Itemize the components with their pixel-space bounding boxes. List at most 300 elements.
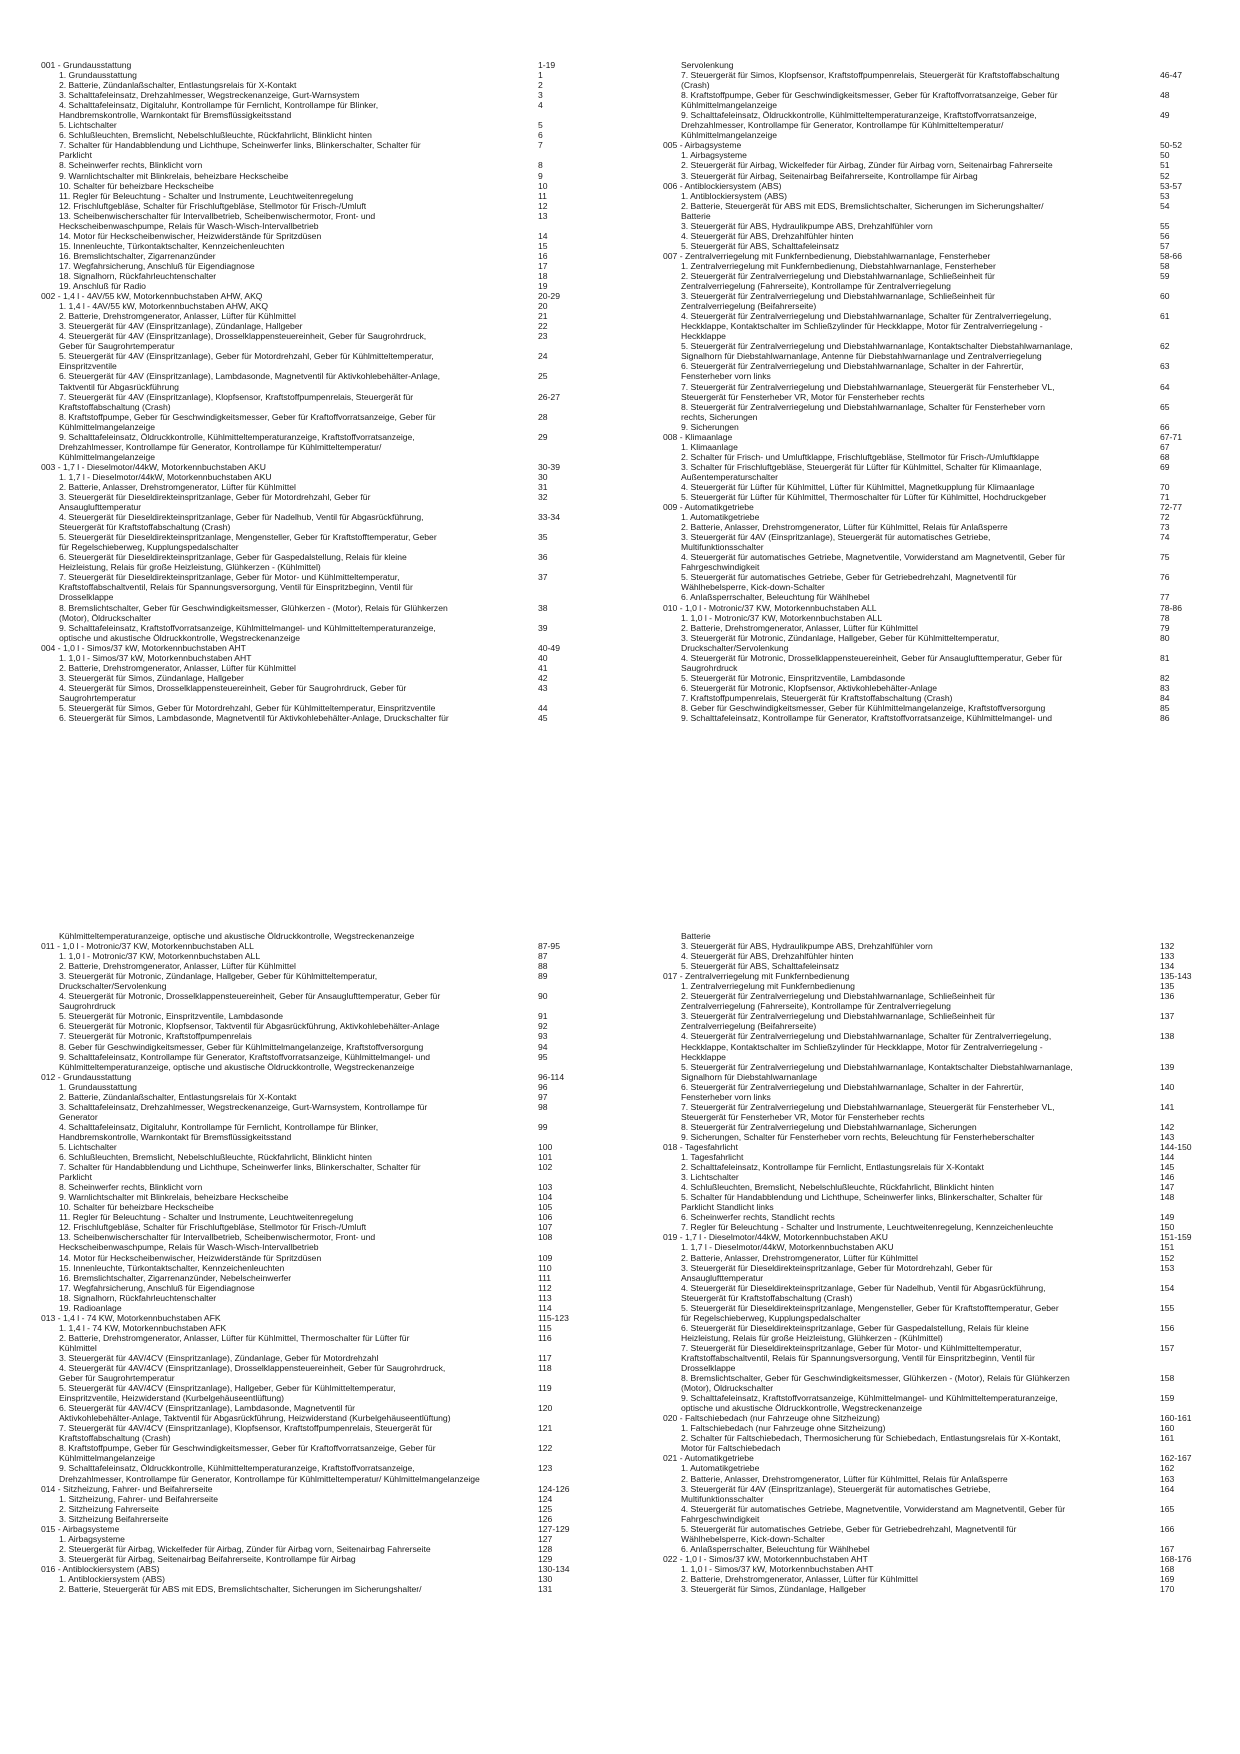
toc-entry-title: 8. Bremslichtschalter, Geber für Geschwindigkeitsmesser, Glühkerzen - (Motor), Relais für Glühkerzen — [681, 1373, 1070, 1384]
toc-entry-title: 12. Frischluftgebläse, Schalter für Frischluftgebläse, Stellmotor für Frisch-/Umluft — [59, 1222, 367, 1233]
toc-entry-title: 2. Batterie, Drehstromgenerator, Anlasser, Lüfter für Kühlmittel, Thermoschalter für Lüfter für — [59, 1332, 410, 1343]
toc-entry — [41, 582, 581, 592]
toc-page-number: 73 — [1160, 522, 1170, 533]
toc-entry-title: 5. Steuergerät für ABS, Schalttafeleinsatz — [681, 240, 840, 251]
toc-entry — [663, 663, 1203, 673]
toc-page-number — [538, 221, 581, 231]
toc-entry — [41, 1323, 581, 1333]
toc-entry-title: Fensterheber vorn links — [681, 1091, 771, 1102]
toc-entry-title: 3. Steuergerät für 4AV (Einspritzanlage), Steuergerät für automatisches Getriebe, — [681, 532, 991, 543]
toc-entry-title: 7. Steuergerät für Dieseldirekteinspritzanlage, Geber für Motor- und Kühlmitteltemperatur, — [59, 572, 400, 583]
toc-entry — [663, 221, 1203, 231]
toc-section-heading — [41, 291, 581, 301]
toc-entry — [41, 452, 581, 462]
toc-page-number: 169 — [1160, 1574, 1175, 1584]
toc-entry-title: 4. Schalttafeleinsatz, Digitaluhr, Kontrollampe für Fernlicht, Kontrollampe für Blinker, — [59, 1121, 379, 1132]
toc-entry — [41, 1353, 581, 1363]
toc-page-number: 94 — [538, 1041, 548, 1052]
toc-page-number — [538, 1001, 581, 1011]
toc-entry-title: 5. Steuergerät für ABS, Schalttafeleinsatz — [681, 961, 840, 972]
toc-page-number — [1160, 100, 1203, 110]
toc-section-heading — [41, 643, 581, 653]
toc-entry — [41, 70, 581, 80]
toc-entry-title: Saugrohrdruck — [681, 662, 738, 673]
toc-entry-title: 3. Steuergerät für 4AV/4CV (Einspritzanlage), Zündanlage, Geber für Motordrehzahl — [59, 1352, 379, 1363]
toc-page-number: 67-71 — [1160, 431, 1182, 442]
toc-entry — [41, 663, 581, 673]
toc-entry-title: Kühlmittelmangelanzeige — [681, 130, 778, 141]
toc-entry-title: 8. Kraftstoffpumpe, Geber für Geschwindigkeitsmesser, Geber für Kraftoffvorratsanzeige, Geber für — [59, 411, 436, 422]
toc-entry-title: 5. Schalter für Handabblendung und Lichthupe, Scheinwerfer links, Blinkerschalter, Schalter für — [681, 1192, 1043, 1203]
toc-page-number: 168 — [1160, 1563, 1175, 1574]
toc-entry — [41, 1373, 581, 1383]
toc-page-number: 160-161 — [1160, 1413, 1192, 1424]
toc-page-number: 63 — [1160, 361, 1170, 372]
toc-entry — [663, 442, 1203, 452]
toc-page-number: 75 — [1160, 552, 1170, 563]
toc-entry — [41, 1222, 581, 1232]
toc-entry — [663, 231, 1203, 241]
toc-entry-title: Heckklappe, Kontaktschalter im Schließzylinder für Heckklappe, Motor für Zentralverriegelung - — [681, 1041, 1043, 1052]
toc-page-number: 155 — [1160, 1302, 1175, 1313]
toc-page-number: 59 — [1160, 270, 1170, 281]
toc-entry — [663, 492, 1203, 502]
toc-entry-title: 1. 1,0 l - Motronic/37 KW, Motorkennbuchstaben ALL — [59, 951, 261, 962]
toc-entry — [663, 623, 1203, 633]
toc-entry-title: Zentralverriegelung (Fahrerseite), Kontrollampe für Zentralverriegelung — [681, 1001, 951, 1012]
toc-entry-title: 014 - Sitzheizung, Fahrer- und Beifahrerseite — [41, 1483, 213, 1494]
toc-entry-title: 018 - Tagesfahrlicht — [663, 1141, 738, 1152]
toc-page-number — [1160, 931, 1203, 941]
toc-page-number: 103 — [538, 1182, 553, 1193]
toc-page-number: 30 — [538, 471, 548, 482]
toc-entry — [41, 1162, 581, 1172]
toc-section-heading — [41, 1313, 581, 1323]
toc-entry-title: 2. Steuergerät für Zentralverriegelung und Diebstahlwarnanlage, Schließeinheit für — [681, 991, 995, 1002]
toc-page-number: 66 — [1160, 421, 1170, 432]
toc-page-number: 84 — [1160, 692, 1170, 703]
toc-entry-title: 6. Steuergerät für Motronic, Klopfsensor, Aktivkohlebehälter-Anlage — [681, 682, 938, 693]
toc-entry — [663, 351, 1203, 361]
toc-entry-title: 2. Steuergerät für Airbag, Wickelfeder für Airbag, Zünder für Airbag vorn, Seitenairbag Fahrerseite — [59, 1543, 431, 1554]
toc-entry-title: optische und akustische Öldruckkontrolle, Wegstreckenanzeige — [59, 632, 301, 643]
toc-entry — [663, 1283, 1203, 1293]
toc-page-number: 65 — [1160, 401, 1170, 412]
toc-entry-title: 6. Steuergerät für Dieseldirekteinspritzanlage, Geber für Gaspedalstellung, Relais für kleine — [59, 552, 407, 563]
toc-entry — [41, 281, 581, 291]
toc-page-number: 37 — [538, 572, 548, 583]
toc-page-number: 146 — [1160, 1172, 1175, 1183]
toc-page-number: 111 — [538, 1272, 552, 1283]
toc-entry — [41, 971, 581, 981]
toc-page-number: 163 — [1160, 1473, 1175, 1484]
toc-entry — [41, 1202, 581, 1212]
toc-entry — [41, 1443, 581, 1453]
toc-page-number: 117 — [538, 1352, 552, 1363]
toc-entry-title: 8. Scheinwerfer rechts, Blinklicht vorn — [59, 1182, 203, 1193]
toc-entry-title: Wählhebelsperre, Kick-down-Schalter — [681, 1533, 825, 1544]
toc-entry — [663, 402, 1203, 412]
toc-entry-title: 14. Motor für Heckscheibenwischer, Heizwiderstände für Spritzdüsen — [59, 230, 322, 241]
toc-entry — [41, 1554, 581, 1564]
toc-entry-title: 010 - 1,0 l - Motronic/37 KW, Motorkennbuchstaben ALL — [663, 602, 877, 613]
toc-page-number — [538, 452, 581, 462]
toc-entry — [663, 1112, 1203, 1122]
toc-entry-title: 5. Steuergerät für automatisches Getriebe, Geber für Getriebedrehzahl, Magnetventil für — [681, 1523, 1017, 1534]
toc-page-number: 131 — [538, 1584, 553, 1595]
toc-page-number: 91 — [538, 1011, 548, 1022]
toc-entry — [41, 683, 581, 693]
toc-entry-title: 2. Batterie, Anlasser, Drehstromgenerator, Lüfter für Kühlmittel — [681, 1252, 918, 1263]
toc-entry-title: Heckscheibenwaschpumpe, Relais für Wasch-Wisch-Intervallbetrieb — [59, 1242, 319, 1253]
toc-entry — [663, 961, 1203, 971]
toc-page-number: 124 — [538, 1493, 553, 1504]
toc-entry — [41, 392, 581, 402]
toc-entry-title: 9. Schalttafeleinsatz, Kontrollampe für Generator, Kraftstoffvorratsanzeige, Kühlmittelmangel- und — [681, 713, 1052, 724]
toc-entry-title: Kühlmittelmangelanzeige — [59, 1453, 156, 1464]
toc-entry-title: 4. Steuergerät für Simos, Drosselklappensteuereinheit, Geber für Saugrohrdruck, Geber für — [59, 682, 407, 693]
toc-entry-title: 1. Antiblockiersystem (ABS) — [681, 190, 788, 201]
toc-entry-title: 13. Scheibenwischerschalter für Intervallbetrieb, Scheibenwischermotor, Front- und — [59, 1232, 376, 1243]
toc-entry — [663, 1082, 1203, 1092]
toc-entry-title: Ansauglufttemperatur — [681, 1272, 764, 1283]
toc-entry — [41, 171, 581, 181]
toc-entry-title: 9. Schalttafeleinsatz, Kraftstoffvorratsanzeige, Kühlmittelmangel- und Kühlmitteltemperaturanzeige, — [681, 1393, 1058, 1404]
toc-entry-title: 8. Steuergerät für Zentralverriegelung und Diebstahlwarnanlage, Schalter für Fensterheber vorn — [681, 401, 1046, 412]
toc-entry-title: 4. Steuergerät für Motronic, Drosselklappensteuereinheit, Geber für Ansauglufttemperatur, Geber für — [59, 991, 441, 1002]
toc-page-number — [1160, 130, 1203, 140]
toc-entry-title: 1. 1,7 l - Dieselmotor/44kW, Motorkennbuchstaben AKU — [59, 471, 272, 482]
toc-entry — [41, 1232, 581, 1242]
toc-entry — [41, 1122, 581, 1132]
toc-entry — [663, 1534, 1203, 1544]
toc-page-number — [538, 1373, 581, 1383]
toc-entry — [41, 1273, 581, 1283]
toc-entry-title: 2. Batterie, Steuergerät für ABS mit EDS, Bremslichtschalter, Sicherungen im Sicherungshalter/ — [59, 1584, 422, 1595]
toc-entry — [41, 130, 581, 140]
toc-page-number — [1160, 1001, 1203, 1011]
toc-entry-title: Taktventil für Abgasrückführung — [59, 381, 179, 392]
toc-page-number — [1160, 1293, 1203, 1303]
toc-page-number — [538, 361, 581, 371]
toc-entry — [41, 432, 581, 442]
toc-entry — [663, 1222, 1203, 1232]
toc-page-number: 162-167 — [1160, 1453, 1192, 1464]
toc-page-number: 121 — [538, 1423, 553, 1434]
toc-entry — [663, 160, 1203, 170]
toc-entry-title: 19. Anschluß für Radio — [59, 281, 146, 292]
toc-entry-title: 8. Geber für Geschwindigkeitsmesser, Geber für Kühlmittelmangelanzeige, Kraftstoffversorgung — [59, 1041, 424, 1052]
toc-page-number: 106 — [538, 1212, 553, 1223]
toc-entry — [663, 120, 1203, 130]
toc-entry — [41, 1544, 581, 1554]
toc-page-number: 166 — [1160, 1523, 1175, 1534]
toc-entry — [41, 231, 581, 241]
toc-page-number — [1160, 1072, 1203, 1082]
toc-entry-title: Saugrohrdruck — [59, 1001, 116, 1012]
toc-entry-title: 2. Steuergerät für Airbag, Wickelfeder für Airbag, Zünder für Airbag vorn, Seitenairbag Fahrerseite — [681, 160, 1053, 171]
toc-entry-title: Zentralverriegelung (Beifahrerseite) — [681, 301, 817, 312]
toc-entry-title: 15. Innenleuchte, Türkontaktschalter, Kennzeichenleuchten — [59, 1262, 285, 1273]
toc-entry-title: Fahrgeschwindigkeit — [681, 1513, 760, 1524]
toc-page-number: 64 — [1160, 381, 1170, 392]
toc-entry-title: für Regelschieberweg, Kupplungspedalschalter — [59, 542, 239, 553]
toc-entry — [41, 1212, 581, 1222]
toc-page-number: 96 — [538, 1081, 548, 1092]
toc-page-number: 105 — [538, 1202, 553, 1213]
toc-entry — [41, 981, 581, 991]
toc-entry-title: Generator — [59, 1111, 98, 1122]
toc-entry — [663, 562, 1203, 572]
toc-page-number: 7 — [538, 140, 543, 151]
toc-page-number — [538, 1132, 581, 1142]
toc-entry-title: 2. Batterie, Drehstromgenerator, Anlasser, Lüfter für Kühlmittel — [59, 311, 296, 322]
toc-page-number: 53 — [1160, 190, 1170, 201]
toc-page-number — [1160, 1313, 1203, 1323]
toc-entry — [41, 951, 581, 961]
toc-page-number — [538, 402, 581, 412]
toc-entry — [663, 1172, 1203, 1182]
toc-page-number: 132 — [1160, 941, 1175, 952]
toc-page-number: 114 — [538, 1302, 552, 1313]
toc-entry-title: 7. Steuergerät für 4AV/4CV (Einspritzanlage), Klopfsensor, Kraftstoffpumpenrelais, Steuergerät für — [59, 1423, 433, 1434]
toc-entry — [41, 301, 581, 311]
toc-entry — [41, 1293, 581, 1303]
toc-page-number — [538, 1433, 581, 1443]
toc-entry-title: 5. Steuergerät für Zentralverriegelung und Diebstahlwarnanlage, Kontaktschalter Diebstahlwarnanlage, — [681, 1061, 1073, 1072]
toc-page-number: 164 — [1160, 1483, 1175, 1494]
toc-entry-title: 16. Bremslichtschalter, Zigarrenanzünder, Nebelscheinwerfer — [59, 1272, 292, 1283]
toc-entry-title: 17. Wegfahrsicherung, Anschluß für Eigendiagnose — [59, 1282, 255, 1293]
toc-entry — [41, 1172, 581, 1182]
toc-section-heading — [41, 1564, 581, 1574]
toc-page-number: 15 — [538, 240, 548, 251]
toc-page-number — [538, 582, 581, 592]
toc-page-number: 99 — [538, 1121, 548, 1132]
toc-entry-title: 6. Steuergerät für Zentralverriegelung und Diebstahlwarnanlage, Schalter in der Fahrertür, — [681, 1081, 1024, 1092]
toc-entry-title: 4. Steuergerät für ABS, Drehzahlfühler hinten — [681, 951, 854, 962]
toc-entry-title: 1. Grundausstattung — [59, 1081, 137, 1092]
toc-page-number: 90 — [538, 991, 548, 1002]
toc-entry-title: Heckscheibenwaschpumpe, Relais für Wasch-Wisch-Intervallbetrieb — [59, 220, 319, 231]
toc-entry-title: (Crash) — [681, 80, 710, 91]
toc-entry-title: 8. Kraftstoffpumpe, Geber für Geschwindigkeitsmesser, Geber für Kraftoffvorratsanzeige, Geber für — [681, 90, 1058, 101]
toc-entry — [663, 382, 1203, 392]
toc-entry-title: 4. Steuergerät für ABS, Drehzahlfühler hinten — [681, 230, 854, 241]
toc-entry-title: Kraftstoffabschaltventil, Relais für Spannungsversorgung, Ventil für Einspritzbeginn, Ventil für — [59, 582, 413, 593]
toc-page-number — [1160, 1202, 1203, 1212]
toc-entry-title: 6. Schlußleuchten, Bremslicht, Nebelschlußleuchte, Rückfahrlicht, Blinklicht hinten — [59, 1152, 372, 1163]
toc-page-number: 5 — [538, 120, 543, 131]
toc-page-number: 39 — [538, 622, 548, 633]
toc-page-number: 36 — [538, 552, 548, 563]
toc-page-number: 67 — [1160, 441, 1170, 452]
toc-page-number: 162 — [1160, 1463, 1175, 1474]
toc-page-number — [538, 1242, 581, 1252]
toc-entry-title: 9. Warnlichtschalter mit Blinkrelais, beheizbare Heckscheibe — [59, 1192, 289, 1203]
toc-entry — [41, 492, 581, 502]
toc-entry-title: 8. Steuergerät für Zentralverriegelung und Diebstahlwarnanlage, Sicherungen — [681, 1121, 977, 1132]
toc-entry-title: 6. Scheinwerfer rechts, Standlicht rechts — [681, 1212, 835, 1223]
toc-page-number: 21 — [538, 311, 548, 322]
toc-entry-title: 8. Bremslichtschalter, Geber für Geschwindigkeitsmesser, Glühkerzen - (Motor), Relais für Glühkerzen — [59, 602, 448, 613]
toc-page-number: 150 — [1160, 1222, 1175, 1233]
toc-entry — [663, 931, 1203, 941]
toc-entry — [41, 592, 581, 602]
toc-entry — [41, 1363, 581, 1373]
toc-entry — [663, 1383, 1203, 1393]
toc-entry — [663, 991, 1203, 1001]
toc-entry-title: 001 - Grundausstattung — [41, 60, 132, 70]
toc-page-number: 108 — [538, 1232, 553, 1243]
toc-page-number — [1160, 80, 1203, 90]
toc-section-heading — [41, 941, 581, 951]
toc-entry-title: 16. Bremslichtschalter, Zigarrenanzünder — [59, 250, 216, 261]
toc-entry — [663, 261, 1203, 271]
toc-page-number: 45 — [538, 713, 548, 724]
toc-entry — [663, 653, 1203, 663]
toc-page-number: 72 — [1160, 512, 1170, 523]
toc-entry — [663, 191, 1203, 201]
toc-entry-title: 005 - Airbagsysteme — [663, 140, 742, 151]
toc-entry-title: (Motor), Öldruckschalter — [59, 612, 152, 623]
toc-entry-title: Signalhorn für Diebstahlwarnanlage — [681, 1071, 818, 1082]
toc-page-number: 80 — [1160, 632, 1170, 643]
toc-entry-title: Steuergerät für Kraftstoffabschaltung (Crash) — [59, 522, 231, 533]
toc-entry-title: 2. Batterie, Zündanlaßschalter, Entlastungsrelais für X-Kontakt — [59, 80, 297, 91]
toc-entry — [663, 1564, 1203, 1574]
toc-page-number: 40 — [538, 652, 548, 663]
toc-entry-title: 1. Antiblockiersystem (ABS) — [59, 1574, 166, 1584]
toc-page-number: 25 — [538, 371, 548, 382]
toc-entry — [41, 311, 581, 321]
toc-entry-title: Kühlmitteltemperaturanzeige, optische und akustische Öldruckkontrolle, Wegstreckenanzeige — [59, 931, 415, 941]
toc-entry — [41, 1534, 581, 1544]
toc-entry — [663, 1052, 1203, 1062]
toc-page-number: 71 — [1160, 492, 1170, 503]
toc-entry-title: Heizleistung, Relais für große Heizleistung, Glühkerzen - (Kühlmittel) — [59, 562, 321, 573]
toc-page-number: 165 — [1160, 1503, 1175, 1514]
toc-page-number: 112 — [538, 1282, 552, 1293]
toc-page-number: 157 — [1160, 1342, 1175, 1353]
toc-entry-title: Kühlmittelmangelanzeige — [59, 451, 156, 462]
toc-entry-title: 2. Batterie, Zündanlaßschalter, Entlastungsrelais für X-Kontakt — [59, 1091, 297, 1102]
toc-page-number: 101 — [538, 1152, 553, 1163]
toc-page-number: 168-176 — [1160, 1553, 1192, 1564]
toc-entry-title: Steuergerät für Fensterheber VR, Motor für Fensterheber rechts — [681, 1111, 925, 1122]
toc-page-number: 12 — [538, 200, 548, 211]
toc-entry — [663, 241, 1203, 251]
toc-page-number — [1160, 331, 1203, 341]
toc-page-number — [538, 1453, 581, 1463]
toc-page-number — [538, 613, 581, 623]
toc-entry-title: 9. Sicherungen — [681, 421, 739, 432]
toc-entry-title: 6. Steuergerät für Zentralverriegelung und Diebstahlwarnanlage, Schalter in der Fahrertür, — [681, 361, 1024, 372]
toc-page-number: 30-39 — [538, 461, 560, 472]
toc-entry — [663, 321, 1203, 331]
toc-page-number — [1160, 392, 1203, 402]
toc-entry — [41, 1253, 581, 1263]
toc-page-number: 143 — [1160, 1131, 1175, 1142]
toc-entry — [41, 1504, 581, 1514]
toc-entry-title: Multifunktionsschalter — [681, 1493, 764, 1504]
toc-entry-title: 6. Steuergerät für Motronic, Klopfsensor, Taktventil für Abgasrückführung, Aktivkohlebehälter-Anlage — [59, 1021, 440, 1032]
toc-entry-title: 016 - Antiblockiersystem (ABS) — [41, 1563, 160, 1574]
toc-section-heading — [41, 60, 581, 70]
toc-page-number: 48 — [1160, 90, 1170, 101]
toc-page-number: 20 — [538, 301, 548, 312]
toc-entry-title: 3. Schalttafeleinsatz, Drehzahlmesser, Wegstreckenanzeige, Gurt-Warnsystem, Kontrollampe für — [59, 1101, 428, 1112]
toc-page-number: 85 — [1160, 703, 1170, 713]
toc-entry-title: 3. Steuergerät für Zentralverriegelung und Diebstahlwarnanlage, Schließeinheit für — [681, 1011, 995, 1022]
toc-entry — [663, 462, 1203, 472]
toc-page-number: 118 — [538, 1363, 552, 1374]
toc-entry-title: 1. Airbagsysteme — [681, 150, 747, 161]
toc-page-number: 83 — [1160, 682, 1170, 693]
toc-entry — [41, 1042, 581, 1052]
toc-entry — [663, 532, 1203, 542]
toc-entry — [41, 361, 581, 371]
toc-page-number: 79 — [1160, 622, 1170, 633]
toc-page-number: 154 — [1160, 1282, 1175, 1293]
toc-page-number — [1160, 120, 1203, 130]
toc-entry — [663, 482, 1203, 492]
toc-entry-title: 1. Sitzheizung, Fahrer- und Beifahrerseite — [59, 1493, 219, 1504]
toc-entry-title: rechts, Sicherungen — [681, 411, 758, 422]
toc-entry — [41, 331, 581, 341]
toc-page-number: 74 — [1160, 532, 1170, 543]
toc-entry — [663, 1182, 1203, 1192]
toc-page-number: 42 — [538, 672, 548, 683]
toc-entry-title: 10. Schalter für beheizbare Heckscheibe — [59, 180, 214, 191]
toc-page-number — [1160, 1443, 1203, 1453]
toc-page-number: 139 — [1160, 1061, 1175, 1072]
toc-page-number: 55 — [1160, 220, 1170, 231]
toc-entry-title: 5. Lichtschalter — [59, 1141, 117, 1152]
toc-page-number — [538, 592, 581, 602]
toc-page-number — [538, 522, 581, 532]
toc-entry-title: Parklicht — [59, 1172, 92, 1183]
toc-entry-title: 5. Steuergerät für Lüfter für Kühlmittel, Thermoschalter für Lüfter für Kühlmittel, Hochdruckgeber — [681, 492, 1047, 503]
toc-entry-title: Handbremskontrolle, Warnkontakt für Bremsflüssigkeitsstand — [59, 1131, 292, 1142]
toc-page-number: 144 — [1160, 1152, 1175, 1163]
toc-page-number: 159 — [1160, 1393, 1175, 1404]
toc-entry — [41, 1343, 581, 1353]
toc-page-number: 17 — [538, 260, 548, 271]
toc-section-heading — [663, 603, 1203, 613]
toc-entry — [663, 592, 1203, 602]
toc-entry — [41, 1082, 581, 1092]
toc-entry-title: 2. Batterie, Drehstromgenerator, Anlasser, Lüfter für Kühlmittel — [59, 961, 296, 972]
toc-entry — [41, 552, 581, 562]
toc-entry-title: 002 - 1,4 l - 4AV/55 kW, Motorkennbuchstaben AHW, AKQ — [41, 291, 263, 302]
toc-page-number: 61 — [1160, 311, 1170, 322]
toc-entry — [41, 1403, 581, 1413]
toc-entry-title: Fensterheber vorn links — [681, 371, 771, 382]
toc-entry-title: Batterie — [681, 210, 711, 221]
toc-entry-title: 2. Batterie, Drehstromgenerator, Anlasser, Lüfter für Kühlmittel — [681, 622, 918, 633]
toc-entry — [663, 643, 1203, 653]
toc-entry — [663, 582, 1203, 592]
toc-page-number — [1160, 643, 1203, 653]
toc-entry — [41, 412, 581, 422]
toc-page-number — [538, 1172, 581, 1182]
toc-entry — [663, 572, 1203, 582]
toc-entry — [41, 653, 581, 663]
toc-page-number — [538, 1474, 581, 1484]
toc-page-number: 26-27 — [538, 391, 560, 402]
toc-page-number — [1160, 281, 1203, 291]
